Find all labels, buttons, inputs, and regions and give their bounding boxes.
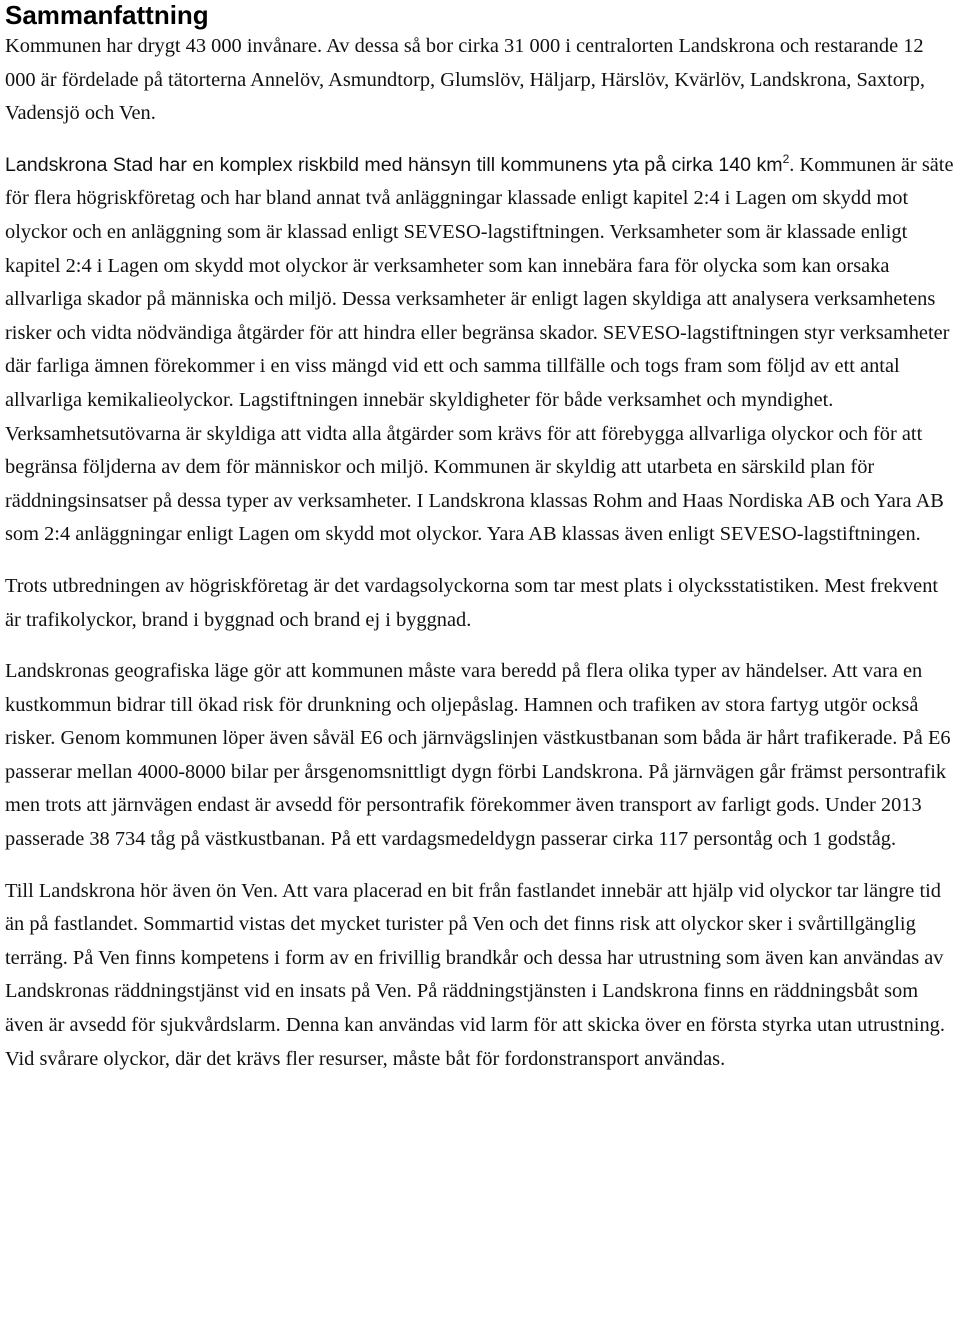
paragraph-population: Kommunen har drygt 43 000 invånare. Av dessa så bor cirka 31 000 i centralorten Landskrona och restarande 12 000 är fördelade på tätorterna Annelöv, Asmundtorp, Glumslöv, Häljarp, Härslöv, Kvärlöv, Landskrona, Saxtorp, Vadensjö och Ven.: [5, 35, 925, 125]
paragraph-geography: Landskronas geografiska läge gör att kommunen måste vara beredd på flera olika typer av händelser. Att vara en kustkommun bidrar till ökad risk för drunkning och oljepåslag. Hamnen och trafiken av stora fartyg utgör också risker. Genom kommunen löper även såväl E6 och järnvägslinjen västkustbanan som båda är hårt trafikerade. På E6 passerar mellan 4000-8000 bilar per årsgenomsnittligt dygn förbi Landskrona. På järnvägen går främst persontrafik men trots att järnvägen endast är avsedd för persontrafik förekommer även transport av farligt gods. Under 2013 passerade 38 734 tåg på västkustbanan. På ett vardagsmedeldygn passerar cirka 117 persontåg och 1 godståg.: [5, 660, 951, 851]
paragraph-risk-profile: [5, 149, 955, 552]
paragraph-risk-body: Kommunen är säte för flera högriskföretag och har bland annat två anläggningar klassade enligt kapitel 2:4 i Lagen om skydd mot olyckor och en anläggning som är klassad enligt SEVESO-lagstiftningen. Verksamheter som är klassade enligt kapitel 2:4 i Lagen om skydd mot olyckor är verksamheter som kan innebära fara för olycka som kan orsaka allvarliga skador på människa och miljö. Dessa verksamheter är enligt lagen skyldiga att analysera verksamhetens risker och vidta nödvändiga åtgärder för att hindra eller begränsa skador. SEVESO-lagstiftningen styr verksamheter där farliga ämnen förekommer i en viss mängd vid ett och samma tillfälle och togs fram som följd av ett antal allvarliga kemikalieolyckor. Lagstiftningen innebär skyldigheter för både verksamhet och myndighet. Verksamhetsutövarna är skyldiga att vidta alla åtgärder som krävs för att förebygga allvarliga olyckor och för att begränsa följderna av dem för människor och miljö. Kommunen är skyldig att utarbeta en särskild plan för räddningsinsatser på dessa typer av verksamheter. I Landskrona klassas Rohm and Haas Nordiska AB och Yara AB som 2:4 anläggningar enligt Lagen om skydd mot olyckor. Yara AB klassas även enligt SEVESO-lagstiftningen.: [5, 153, 954, 546]
document-page: [5, 0, 955, 1076]
paragraph-everyday-accidents: Trots utbredningen av högriskföretag är det vardagsolyckorna som tar mest plats i olycksstatistiken. Mest frekvent är trafikolyckor, brand i byggnad och brand ej i byggnad.: [5, 574, 939, 631]
paragraph-risk-lead: Landskrona Stad har en komplex riskbild med hänsyn till kommunens yta på cirka 140 km: [5, 153, 783, 176]
km-superscript: 2: [782, 151, 790, 166]
paragraph-ven: Till Landskrona hör även ön Ven. Att vara placerad en bit från fastlandet innebär att hjälp vid olyckor tar längre tid än på fastlandet. Sommartid vistas det mycket turister på Ven och det finns risk att olyckor sker i svårtillgänglig terräng. På Ven finns kompetens i form av en frivillig brandkår och dessa har utrustning som även kan användas av Landskronas räddningstjänst vid en insats på Ven. På räddningstjänsten i Landskrona finns en räddningsbåt som även är avsedd för sjukvårdslarm. Denna kan användas vid larm för att skicka över en första styrka utan utrustning. Vid svårare olyckor, där det krävs fler resurser, måste båt för fordonstransport användas.: [5, 879, 945, 1070]
section-heading: Sammanfattning: [5, 0, 209, 30]
paragraph-risk-lead-end: .: [789, 153, 795, 176]
